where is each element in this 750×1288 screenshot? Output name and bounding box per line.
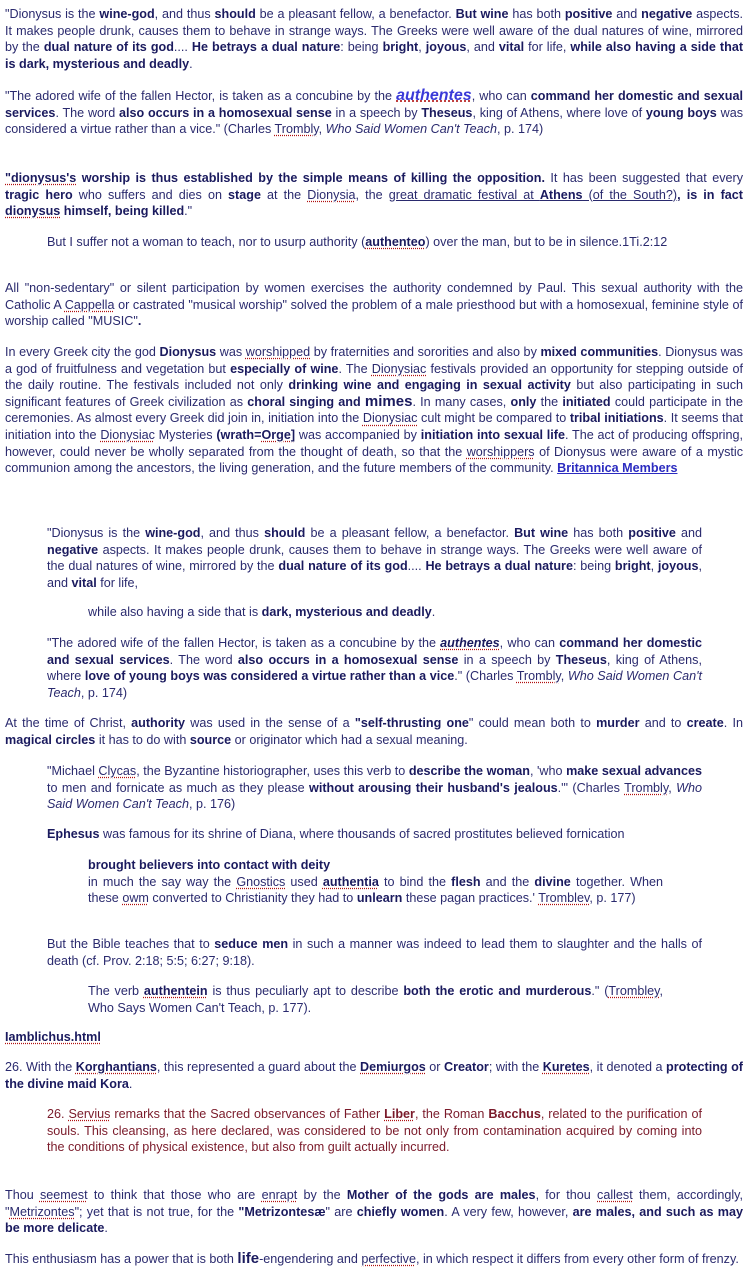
- paragraph-ephesus: Ephesus was famous for its shrine of Diana, where thousands of sacred prostitutes believed fornication: [47, 827, 625, 841]
- quote-servius: 26. Servius remarks that the Sacred observances of Father Liber, the Roman Bacchus, related to the purification of souls. This cleansing, as here declared, was considered to be not only from contamination acquired by coming into the conditions of physical existence, but also from guilt actually incurred.: [47, 1107, 702, 1155]
- paragraph-bible-teaches: But the Bible teaches that to seduce men in such a manner was indeed to lead them to slaughter and the halls of death (cf. Prov. 2:18; 5:5; 6:27; 9:18).: [47, 937, 702, 968]
- paragraph-hector-wife: "The adored wife of the fallen Hector, is taken as a concubine by the authentes, who can command her domestic and sexual services. The word also occurs in a homosexual sense in a speech by Theseus, king of Athens, where love of young boys was considered a virtue rather than a vice." (Charles Trombly, Who Said Women Can't Teach, p. 174): [5, 87, 743, 137]
- scripture-quote-1ti: But I suffer not a woman to teach, nor to usurp authority (authenteo) over the man, but to be in silence.1Ti.2:12: [47, 235, 668, 249]
- quote-gnostics: brought believers into contact with deity in much the say way the Gnostics used authentia to bind the flesh and the divine together. When these owm converted to Christianity they had to unlearn these pagan practices.' Tromblev, p. 177): [88, 858, 663, 906]
- paragraph-korghantians: 26. With the Korghantians, this represented a guard about the Demiurgos or Creator; with the Kuretes, it denoted a protecting of the divine maid Kora.: [5, 1060, 743, 1091]
- iamblichus-link-line: [5, 1029, 743, 1046]
- quote-dark-side: while also having a side that is dark, mysterious and deadly.: [88, 605, 436, 619]
- iamblichus-link[interactable]: Iamblichus.html: [5, 1030, 101, 1044]
- quote-hector-wife: "The adored wife of the fallen Hector, is taken as a concubine by the authentes, who can command her domestic and sexual services. The word also occurs in a homosexual sense in a speech by Theseus, king of Athens, where love of young boys was considered a virtue rather than a vice." (Charles Trombly, Who Said Women Can't Teach, p. 174): [47, 636, 702, 700]
- quote-michael-clycas: "Michael Clycas, the Byzantine historiographer, uses this verb to describe the woman, 'who make sexual advances to men and fornicate as much as they please without arousing their husband's jealous.'" (Charles Trombly, Who Said Women Can't Teach, p. 176): [47, 764, 703, 812]
- paragraph-non-sedentary: All "non-sedentary" or silent participation by women exercises the authority condemned by Paul. This sexual authority with the Catholic A Cappella or castrated "musical worship" solved the problem of a male priesthood but with a homosexual, feminine style of worship called "MUSIC".: [5, 281, 743, 329]
- paragraph-dionysus-worship: "dionysus's worship is thus established by the simple means of killing the opposition. It has been suggested that every tragic hero who suffers and dies on stage at the Dionysia, the great dramatic festival at Athens (of the South?), is in fact dionysus himself, being killed.": [5, 171, 744, 219]
- paragraph-greek-city: In every Greek city the god Dionysus was worshipped by fraternities and sororities and also by mixed communities. Dionysus was a god of fruitfulness and vegetation but especially of wine. The Dionysiac festivals provided an opportunity for stepping outside of the daily routine. The festivals included not only drinking wine and engaging in sexual activity but also participating in such significant features of Greek civilization as choral singing and mimes. In many cases, only the initiated could participate in the ceremonies. As almost every Greek did join in, initiation into the Dionysiac cult might be compared to tribal initiations. It seems that initiation into the Dionysiac Mysteries (wrath=Orge] was accompanied by initiation into sexual life. The act of producing offspring, however, could never be wholly separated from the thought of death, so that the worshippers of Dionysus were aware of a mystic communion among the ancestors, the living generation, and the future members of the community. Britannica Members: [5, 345, 744, 476]
- paragraph-enthusiasm: This enthusiasm has a power that is both life-engendering and perfective, in which respect it differs from every other form of frenzy.: [5, 1250, 739, 1267]
- paragraph-time-of-christ: At the time of Christ, authority was used in the sense of a "self-thrusting one" could mean both to murder and to create. In magical circles it has to do with source or originator which had a sexual meaning.: [5, 716, 743, 747]
- paragraph-dionysus-wine-god: "Dionysus is the wine-god, and thus should be a pleasant fellow, a benefactor. But wine has both positive and negative aspects. It makes people drunk, causes them to behave in strange ways. The Greeks were well aware of the dual natures of wine, mirrored by the dual nature of its god.... He betrays a dual nature: being bright, joyous, and vital for life, while also having a side that is dark, mysterious and deadly.: [5, 7, 744, 71]
- quote-dionysus-wine-god: "Dionysus is the wine-god, and thus should be a pleasant fellow, a benefactor. But wine has both positive and negative aspects. It makes people drunk, causes them to behave in strange ways. The Greeks were well aware of the dual natures of wine, mirrored by the dual nature of its god.... He betrays a dual nature: being bright, joyous, and vital for life,: [47, 526, 702, 590]
- paragraph-mother-of-gods: Thou seemest to think that those who are enrapt by the Mother of the gods are males, for thou callest them, accordingly, "Metrizontes"; yet that is not true, for the "Metrizontesæ" are chiefly women. A very few, however, are males, and such as may be more delicate.: [5, 1188, 744, 1236]
- quote-authentein: The verb authentein is thus peculiarly apt to describe both the erotic and murderous." (Trombley, Who Says Women Can't Teach, p. 177).: [88, 984, 663, 1015]
- dramatic-festival-link[interactable]: great dramatic festival at Athens (of the South?): [388, 187, 678, 202]
- britannica-members-link[interactable]: Britannica Members: [557, 461, 678, 476]
- authentes-link[interactable]: authentes: [396, 87, 472, 104]
